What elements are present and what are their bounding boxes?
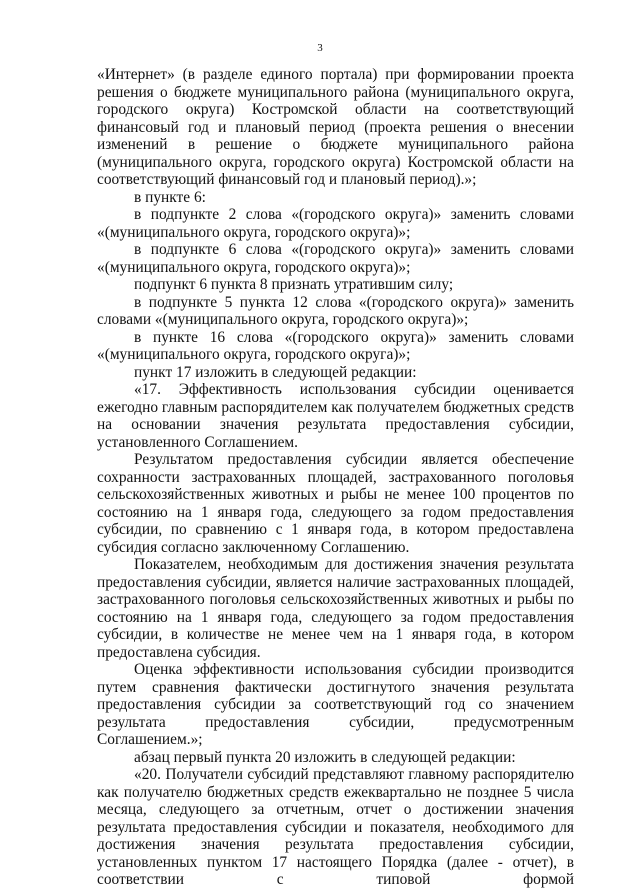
page-number: 3 [317,42,323,54]
document-body [97,66,574,889]
paragraph-12: Оценка эффективности использования субсидии производится путем сравнения фактически достигнутого значения результата предоставления субсидии за соответствующий год со значением результата предоставления субсидии, предусмотренным Соглашением.»; [97,661,574,748]
paragraph-5: подпункт 6 пункта 8 признать утратившим силу; [134,276,454,293]
paragraph-7: в пункте 16 слова «(городского округа)» заменить словами «(муниципального округа, городского округа)»; [97,328,574,363]
paragraph-9: «17. Эффективность использования субсидии оценивается ежегодно главным распорядителем как получателем бюджетных средств на основании значения результата предоставления субсидии, установленного Соглашением. [97,381,574,451]
paragraph-1: «Интернет» (в разделе единого портала) при формировании проекта решения о бюджете муниципального района (муниципального округа, городского округа) Костромской области на соответствующий финансовый год и плановый период (проекта решения о внесении изменений в решение о бюджете муниципального района (муниципального округа, городского округа) Костромской области на соответствующий финансовый год и плановый период).»; [97,66,574,188]
paragraph-11: Показателем, необходимым для достижения значения результата предоставления субсидии, является наличие застрахованных площадей, застрахованного поголовья сельскохозяйственных животных и рыбы по состоянию на 1 января года, следующего за годом предоставления субсидии, в количестве не менее чем на 1 января года, в котором предоставлена субсидия. [97,556,574,661]
paragraph-4: в подпункте 6 слова «(городского округа)» заменить словами «(муниципального округа, городского округа)»; [97,241,574,276]
paragraph-2: в пункте 6: [134,188,206,206]
paragraph-13: абзац первый пункта 20 изложить в следующей редакции: [134,748,516,766]
paragraph-3: в подпункте 2 слова «(городского округа)» заменить словами «(муниципального округа, городского округа)»; [97,206,574,241]
paragraph-8: пункт 17 изложить в следующей редакции: [134,363,417,381]
paragraph-10: Результатом предоставления субсидии является обеспечение сохранности застрахованных площадей, застрахованного поголовья сельскохозяйственных животных и рыбы не менее 100 процентов по состоянию на 1 января года, следующего за годом предоставления субсидии, по сравнению с 1 января года, в котором предоставлена субсидия согласно заключенному Соглашению. [97,451,574,556]
paragraph-6: в подпункте 5 пункта 12 слова «(городского округа)» заменить словами «(муниципального округа, городского округа)»; [97,293,574,328]
paragraph-14: «20. Получатели субсидий представляют главному распорядителю как получателю бюджетных средств ежеквартально не позднее 5 числа месяца, следующего за отчетным, отчет о достижении значения результата предоставления субсидии и показателя, необходимого для достижения значения результата предоставления субсидии, установленных пунктом 17 настоящего Порядка (далее - отчет), в соответствии с типовой формой [97,766,574,888]
